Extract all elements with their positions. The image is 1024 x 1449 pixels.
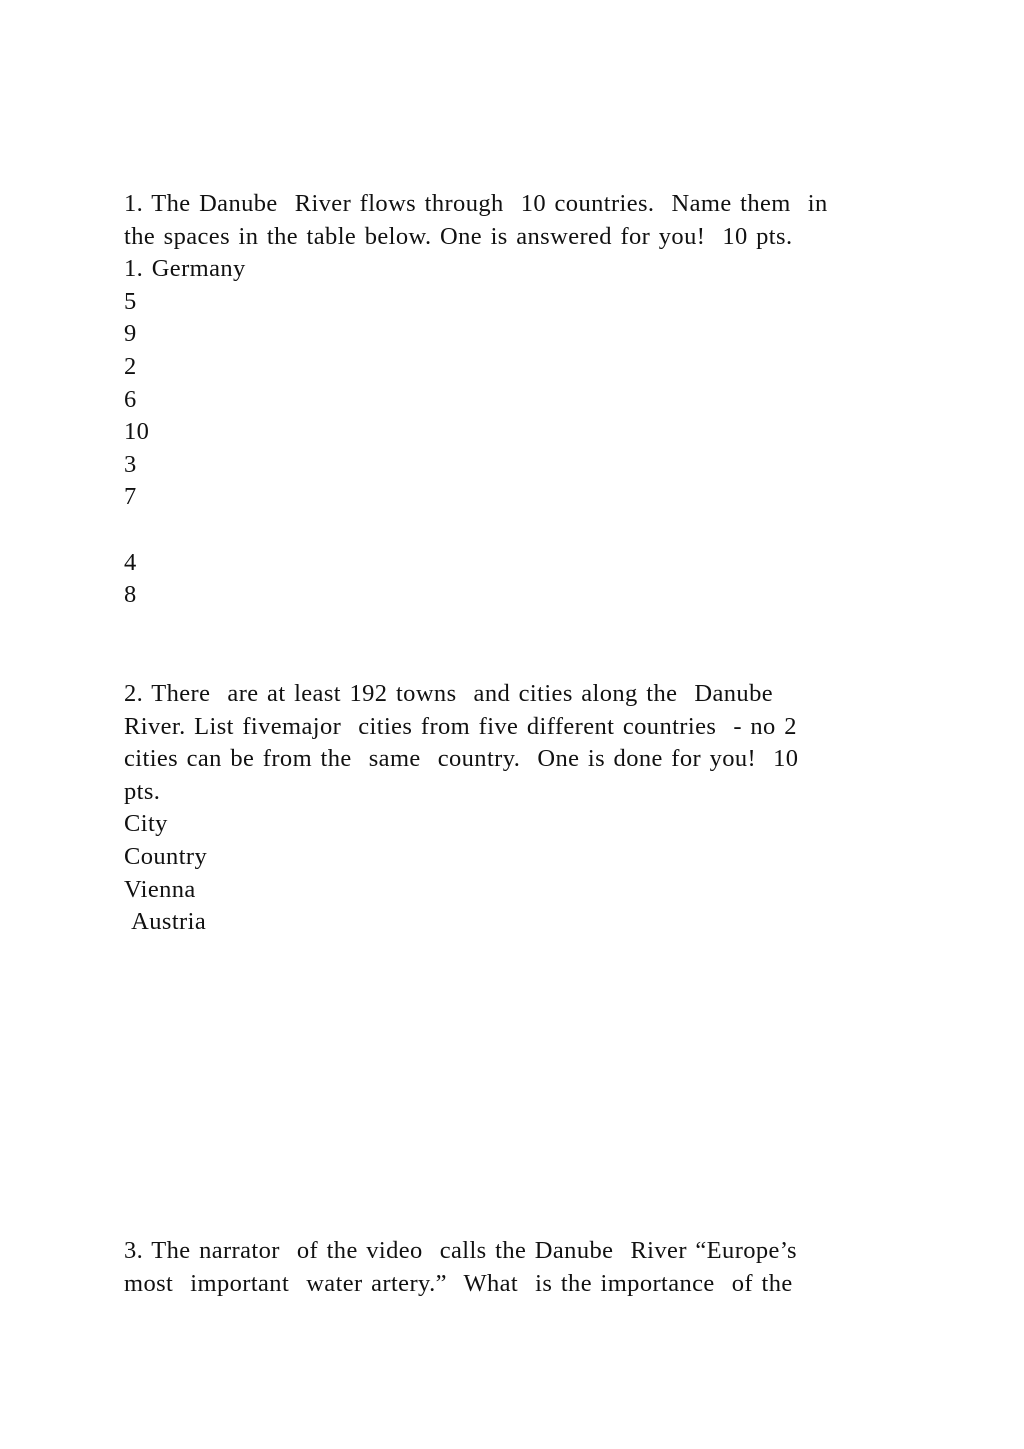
example-country: Austria bbox=[124, 908, 207, 936]
country-entry: 1. Germany bbox=[124, 255, 246, 283]
country-entry: 4 bbox=[124, 548, 137, 576]
question-2 bbox=[124, 678, 894, 939]
question-2-prompt-line: pts. bbox=[124, 777, 161, 805]
question-3-prompt-line: most important water artery.” What is the importance of the bbox=[124, 1269, 793, 1297]
example-city: Vienna bbox=[124, 875, 196, 903]
country-entry: 10 bbox=[124, 418, 150, 446]
question-3 bbox=[124, 1235, 894, 1300]
country-entry: 8 bbox=[124, 581, 137, 609]
question-1-prompt-line: the spaces in the table below. One is answered for you! 10 pts. bbox=[124, 222, 793, 250]
country-entry: 2 bbox=[124, 352, 137, 380]
country-entry: 5 bbox=[124, 287, 137, 315]
question-1 bbox=[124, 188, 894, 612]
question-2-prompt-line: cities can be from the same country. One is done for you! 10 bbox=[124, 745, 799, 773]
country-entry: 7 bbox=[124, 483, 137, 511]
question-2-prompt-line: River. List fivemajor cities from five different countries - no 2 bbox=[124, 712, 797, 740]
country-entry: 9 bbox=[124, 320, 137, 348]
question-3-prompt-line: 3. The narrator of the video calls the Danube River “Europe’s bbox=[124, 1237, 797, 1264]
country-entry bbox=[124, 514, 894, 547]
country-entry: 3 bbox=[124, 450, 137, 478]
question-1-prompt-line: 1. The Danube River flows through 10 countries. Name them in bbox=[124, 190, 828, 217]
table-header-country: Country bbox=[124, 842, 208, 870]
table-header-city: City bbox=[124, 810, 168, 838]
question-2-prompt-line: 2. There are at least 192 towns and cities along the Danube bbox=[124, 680, 774, 707]
country-entry: 6 bbox=[124, 385, 137, 413]
